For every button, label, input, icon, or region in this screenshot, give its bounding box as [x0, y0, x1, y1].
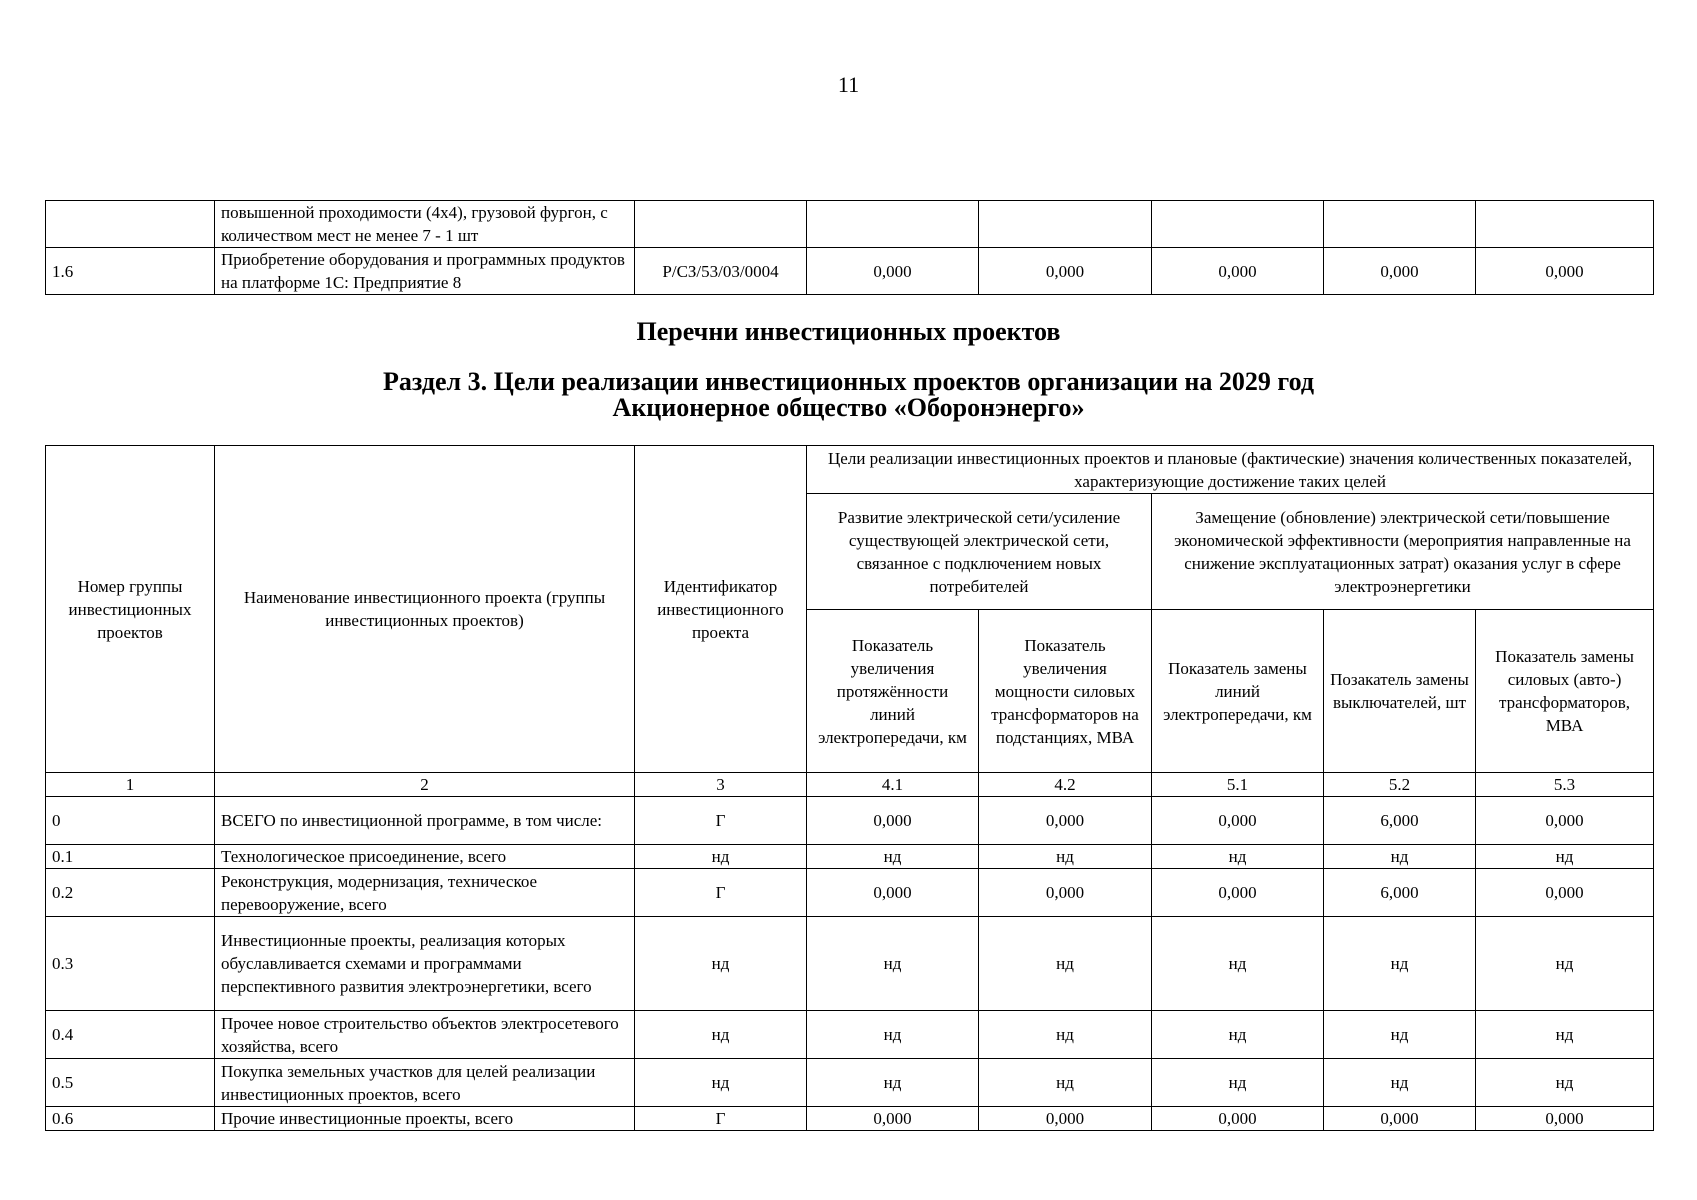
cell-name: Технологическое присоединение, всего — [215, 845, 635, 869]
cell-v51: 0,000 — [1152, 1107, 1324, 1131]
cell-v42 — [979, 201, 1152, 248]
cell-v53: 0,000 — [1476, 1107, 1654, 1131]
cell-v52: 6,000 — [1324, 797, 1476, 845]
column-number: 1 — [46, 773, 215, 797]
cell-num: 0.4 — [46, 1011, 215, 1059]
section-title: Раздел 3. Цели реализации инвестиционных проектов организации на 2029 год — [383, 367, 1314, 396]
cell-id: нд — [635, 917, 807, 1011]
cell-v52: нд — [1324, 1059, 1476, 1107]
cell-v51: 0,000 — [1152, 248, 1324, 295]
header-project-id: Идентификатор инвестиционного проекта — [635, 446, 807, 773]
cell-v51: нд — [1152, 1059, 1324, 1107]
cell-v42: нд — [979, 1059, 1152, 1107]
goals-table — [45, 445, 1654, 1131]
table-row — [46, 1059, 1654, 1107]
cell-name: Покупка земельных участков для целей реализации инвестиционных проектов, всего — [215, 1059, 635, 1107]
column-number: 5.1 — [1152, 773, 1324, 797]
cell-v41: нд — [807, 1059, 979, 1107]
column-number: 5.2 — [1324, 773, 1476, 797]
table-row — [46, 248, 1654, 295]
cell-num: 0 — [46, 797, 215, 845]
cell-v41: нд — [807, 917, 979, 1011]
cell-id: нд — [635, 1059, 807, 1107]
cell-v52: нд — [1324, 1011, 1476, 1059]
cell-v42: нд — [979, 917, 1152, 1011]
cell-v52 — [1324, 201, 1476, 248]
cell-name: Прочее новое строительство объектов электросетевого хозяйства, всего — [215, 1011, 635, 1059]
header-indicator-5-1: Показатель замены линий электропередачи, км — [1152, 610, 1324, 773]
cell-id — [635, 201, 807, 248]
cell-v53: нд — [1476, 1011, 1654, 1059]
column-number-row — [46, 773, 1654, 797]
cell-id: Г — [635, 797, 807, 845]
document-title: Перечни инвестиционных проектов — [636, 317, 1061, 346]
cell-num: 0.5 — [46, 1059, 215, 1107]
cell-v41: 0,000 — [807, 869, 979, 917]
cell-v42: 0,000 — [979, 1107, 1152, 1131]
table-row — [46, 1011, 1654, 1059]
table-row — [46, 1107, 1654, 1131]
cell-v41 — [807, 201, 979, 248]
cell-v53: 0,000 — [1476, 248, 1654, 295]
cell-id: Р/СЗ/53/03/0004 — [635, 248, 807, 295]
cell-v51: 0,000 — [1152, 869, 1324, 917]
organization-name: Акционерное общество «Оборонэнерго» — [612, 393, 1085, 422]
table-row — [46, 917, 1654, 1011]
cell-v53: нд — [1476, 845, 1654, 869]
cell-v53 — [1476, 201, 1654, 248]
table-row — [46, 845, 1654, 869]
cell-v42: нд — [979, 845, 1152, 869]
cell-num: 1.6 — [46, 248, 215, 295]
cell-v42: 0,000 — [979, 248, 1152, 295]
cell-v51: нд — [1152, 845, 1324, 869]
column-number: 4.1 — [807, 773, 979, 797]
cell-v51: 0,000 — [1152, 797, 1324, 845]
continued-table — [45, 200, 1654, 295]
cell-id: Г — [635, 869, 807, 917]
header-project-name: Наименование инвестиционного проекта (группы инвестиционных проектов) — [215, 446, 635, 773]
header-grid-development: Развитие электрической сети/усиление существующей электрической сети, связанное с подключением новых потребителей — [807, 494, 1152, 610]
cell-num — [46, 201, 215, 248]
cell-v53: нд — [1476, 917, 1654, 1011]
cell-v52: нд — [1324, 845, 1476, 869]
cell-v41: нд — [807, 845, 979, 869]
header-group-number: Номер группы инвестиционных проектов — [46, 446, 215, 773]
table-row — [46, 797, 1654, 845]
cell-v42: 0,000 — [979, 797, 1152, 845]
cell-num: 0.1 — [46, 845, 215, 869]
cell-v41: нд — [807, 1011, 979, 1059]
cell-id: нд — [635, 845, 807, 869]
cell-name: Инвестиционные проекты, реализация которых обуславливается схемами и программами перспективного развития электроэнергетики, всего — [215, 917, 635, 1011]
cell-num: 0.3 — [46, 917, 215, 1011]
table-row — [46, 869, 1654, 917]
cell-name: Прочие инвестиционные проекты, всего — [215, 1107, 635, 1131]
header-indicator-4-1: Показатель увеличения протяжённости линий электропередачи, км — [807, 610, 979, 773]
column-number: 4.2 — [979, 773, 1152, 797]
cell-num: 0.2 — [46, 869, 215, 917]
header-grid-replacement: Замещение (обновление) электрической сети/повышение экономической эффективности (мероприятия направленные на снижение эксплуатационных затрат) оказания услуг в сфере электроэнергетики — [1152, 494, 1654, 610]
cell-id: нд — [635, 1011, 807, 1059]
header-indicator-4-2: Показатель увеличения мощности силовых трансформаторов на подстанциях, МВА — [979, 610, 1152, 773]
cell-name: Реконструкция, модернизация, техническое перевооружение, всего — [215, 869, 635, 917]
column-number: 5.3 — [1476, 773, 1654, 797]
cell-v41: 0,000 — [807, 248, 979, 295]
header-goals: Цели реализации инвестиционных проектов и плановые (фактические) значения количественных показателей, характеризующие достижение таких целей — [807, 446, 1654, 494]
cell-v52: нд — [1324, 917, 1476, 1011]
cell-v51: нд — [1152, 917, 1324, 1011]
cell-v41: 0,000 — [807, 1107, 979, 1131]
cell-v52: 0,000 — [1324, 1107, 1476, 1131]
cell-v42: 0,000 — [979, 869, 1152, 917]
cell-v52: 0,000 — [1324, 248, 1476, 295]
cell-v52: 6,000 — [1324, 869, 1476, 917]
column-number: 2 — [215, 773, 635, 797]
cell-name: ВСЕГО по инвестиционной программе, в том числе: — [215, 797, 635, 845]
cell-v53: 0,000 — [1476, 869, 1654, 917]
cell-name: Приобретение оборудования и программных продуктов на платформе 1С: Предприятие 8 — [215, 248, 635, 295]
cell-v53: нд — [1476, 1059, 1654, 1107]
cell-v41: 0,000 — [807, 797, 979, 845]
table-row — [46, 201, 1654, 248]
cell-v51: нд — [1152, 1011, 1324, 1059]
cell-v51 — [1152, 201, 1324, 248]
cell-num: 0.6 — [46, 1107, 215, 1131]
header-indicator-5-2: Позакатель замены выключателей, шт — [1324, 610, 1476, 773]
column-number: 3 — [635, 773, 807, 797]
cell-name: повышенной проходимости (4х4), грузовой фургон, с количеством мест не менее 7 - 1 шт — [215, 201, 635, 248]
cell-id: Г — [635, 1107, 807, 1131]
page-number: 11 — [837, 72, 860, 97]
header-indicator-5-3: Показатель замены силовых (авто-) трансформаторов, МВА — [1476, 610, 1654, 773]
cell-v53: 0,000 — [1476, 797, 1654, 845]
cell-v42: нд — [979, 1011, 1152, 1059]
header-row — [46, 446, 1654, 494]
